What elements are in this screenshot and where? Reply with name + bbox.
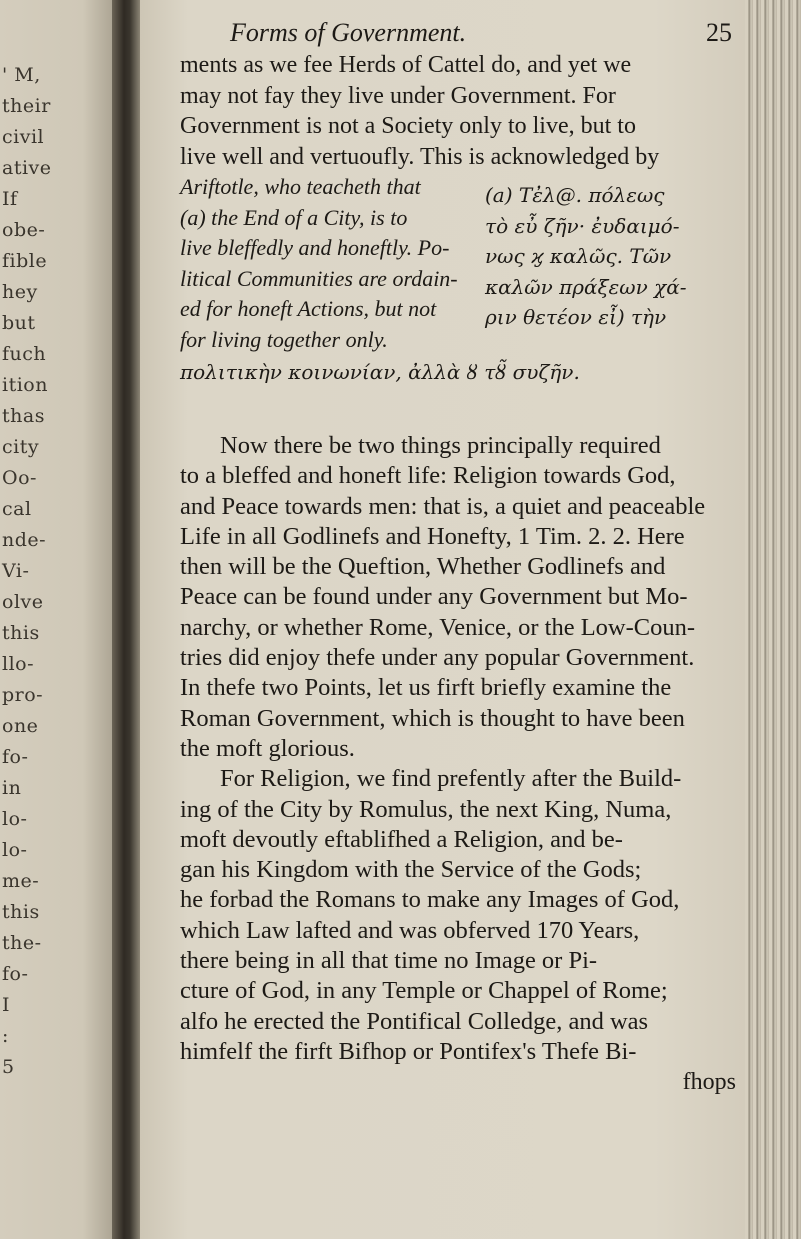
quote-line: (a) the End of a City, is to	[180, 204, 408, 230]
body-line: to a bleffed and honeft life: Religion towards God,	[180, 462, 676, 490]
body-line: Roman Government, which is thought to have been	[180, 704, 685, 732]
facing-page-fragment: lo-	[2, 839, 28, 861]
facing-page-fragment: :	[2, 1025, 9, 1047]
facing-page-fragment: in	[2, 777, 22, 799]
text-line: Government is not a Society only to live, but to	[180, 113, 636, 139]
facing-page-fragment: but	[2, 312, 36, 334]
body-line: Life in all Godlinefs and Honefty, 1 Tim. 2. 2. Here	[180, 522, 685, 550]
quote-line: live bleffedly and honeftly. Po-	[180, 235, 450, 260]
page-fore-edge	[745, 0, 801, 1239]
opening-paragraph	[180, 50, 740, 172]
facing-page-fragment: their	[2, 95, 51, 117]
facing-page-fragment: me-	[2, 870, 40, 892]
facing-page-fragment: fo-	[2, 963, 29, 985]
quote-line: Ariftotle, who teacheth that	[180, 174, 421, 199]
facing-page-fragment: I	[2, 994, 11, 1016]
greek-line: τὸ εὖ ζῆν· ἐυδαιμό-	[485, 213, 680, 238]
catchword: fhops	[682, 1069, 736, 1096]
greek-quotation-continuation: πολιτικὴν κοινωνίαν, ἀλλὰ ȣ τȣ̃ συζῆν.	[180, 360, 580, 384]
book-page	[140, 0, 745, 1239]
page-text	[180, 10, 740, 1098]
body-line: and Peace towards men: that is, a quiet and peaceable	[180, 492, 706, 520]
facing-page-fragment: lo-	[2, 808, 28, 830]
greek-line: (a) Τἐλ@. πόλεως	[485, 183, 665, 207]
body-line: cture of God, in any Temple or Chappel of Rome;	[180, 977, 668, 1005]
facing-page-fragment: pro-	[2, 684, 44, 706]
facing-page-fragment: hey	[2, 281, 38, 303]
running-title: Forms of Government.	[230, 18, 467, 47]
facing-page-fragment: obe-	[2, 219, 46, 241]
facing-page-fragment: one	[2, 715, 39, 737]
greek-line: καλῶν πράξεων χά-	[485, 274, 687, 299]
body-line: the moft glorious.	[180, 734, 355, 762]
greek-line: νως ϗ καλῶς. Τῶν	[485, 244, 672, 268]
body-line: Now there be two things principally required	[220, 432, 661, 459]
greek-line: ριν θετέον εἶ) τὴν	[485, 305, 667, 329]
body-line: gan his Kingdom with the Service of the Gods;	[180, 856, 642, 884]
facing-page-fragment: fible	[2, 250, 48, 272]
body-line: For Religion, we find prefently after the Build-	[220, 765, 682, 793]
facing-page-fragment: Vi-	[2, 560, 30, 582]
body-line: himfelf the firft Bifhop or Pontifex's Thefe Bi-	[180, 1037, 637, 1065]
quote-line: for living together only.	[180, 326, 388, 352]
body-line: narchy, or whether Rome, Venice, or the Low-Coun-	[180, 613, 696, 641]
facing-page-fragment: thas	[2, 405, 45, 427]
facing-page-fragment: fuch	[2, 343, 47, 365]
body-text	[180, 431, 740, 1067]
text-line: live well and vertuoufly. This is acknowledged by	[180, 143, 660, 170]
facing-page-fragment: If	[2, 188, 18, 210]
facing-page-fragment: this	[2, 901, 40, 923]
quote-line: ed for honeft Actions, but not	[180, 296, 437, 321]
page-number: 25	[706, 18, 732, 47]
facing-page-edge	[0, 0, 118, 1239]
facing-page-fragment: civil	[2, 126, 45, 148]
body-line: there being in all that time no Image or Pi-	[180, 947, 598, 975]
english-quotation	[180, 172, 480, 355]
body-line: he forbad the Romans to make any Images of God,	[180, 886, 680, 914]
facing-page-fragment: fo-	[2, 746, 29, 768]
quote-line: litical Communities are ordain-	[180, 265, 458, 291]
facing-page-fragment: this	[2, 622, 40, 644]
text-line: may not fay they live under Government. For	[180, 82, 616, 109]
facing-page-fragment: llo-	[2, 653, 35, 675]
body-line: moft devoutly eftablifhed a Religion, and be-	[180, 825, 623, 853]
body-line: Peace can be found under any Government but Mo-	[180, 583, 688, 611]
page-header	[180, 10, 740, 50]
facing-page-fragment: olve	[2, 591, 44, 613]
facing-page-fragment: city	[2, 436, 40, 458]
facing-page-fragment: nde-	[2, 529, 47, 551]
text-line: ments as we fee Herds of Cattel do, and yet we	[180, 52, 632, 78]
facing-page-fragment: ' M,	[2, 64, 41, 86]
book-gutter	[112, 0, 142, 1239]
quotation-block	[180, 172, 740, 355]
facing-page-fragment: the-	[2, 932, 42, 954]
greek-quotation	[485, 172, 740, 355]
body-line: In thefe two Points, let us firft briefly examine the	[180, 674, 672, 702]
facing-page-fragment: cal	[2, 498, 32, 520]
body-line: then will be the Queftion, Whether Godlinefs and	[180, 553, 666, 581]
facing-page-fragment: 5	[2, 1056, 15, 1078]
body-line: which Law lafted and was obferved 170 Years,	[180, 916, 640, 944]
facing-page-fragment: ative	[2, 157, 52, 179]
body-line: tries did enjoy thefe under any popular Government.	[180, 644, 695, 672]
body-line: ing of the City by Romulus, the next King, Numa,	[180, 795, 672, 823]
facing-page-fragment: Oo-	[2, 467, 37, 489]
body-line: alfo he erected the Pontifical Colledge, and was	[180, 1007, 649, 1035]
facing-page-fragment: ition	[2, 374, 48, 396]
